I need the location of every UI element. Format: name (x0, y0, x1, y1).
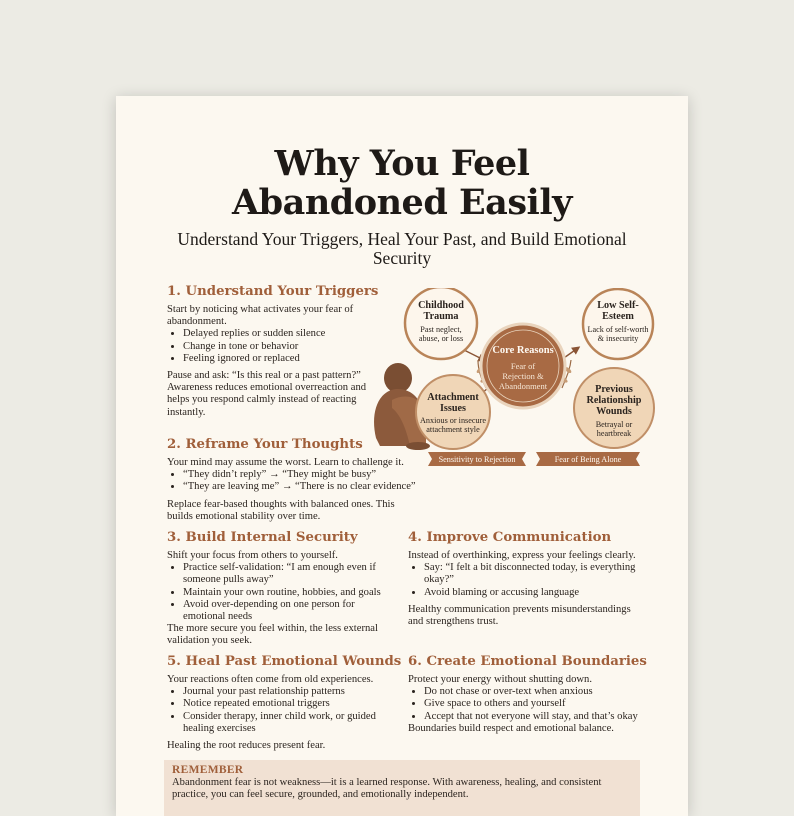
node-desc: Past neglect, (420, 325, 462, 334)
list-item: • Practice self-validation: “I am enough even if someone pulls away” (183, 562, 397, 586)
list-item: • Journal your past relationship patterns (183, 686, 397, 698)
list-item: • Avoid blaming or accusing language (424, 587, 644, 599)
page-title-line-1: Why You Feel (274, 143, 530, 184)
section-intro: Your mind may assume the worst. Learn to challenge it. (167, 457, 404, 468)
remember-text: Abandonment fear is not weakness—it is a learned response. With awareness, healing, and consistent practice, you can feel secure, grounded, and emotionally independent. (172, 777, 602, 801)
list-item: • Avoid over-depending on one person for emotional needs (183, 599, 397, 623)
childhood-trauma-circle (405, 288, 477, 359)
section-heading: 1. Understand Your Triggers (167, 284, 379, 299)
section-heading: 4. Improve Communication (408, 530, 612, 545)
list-item: • Change in tone or behavior (183, 341, 367, 353)
section-heal-wounds (167, 654, 402, 752)
node-title: Esteem (602, 311, 634, 322)
section-outro-2: Awareness reduces emotional overreaction and helps you respond calmly instead of reacting instantly. (167, 382, 367, 418)
list-item: • “They are leaving me” → “There is no clear evidence” (183, 481, 417, 493)
bullet-list (167, 328, 367, 365)
section-intro: Shift your focus from others to yourself. (167, 550, 338, 561)
section-heading: 5. Heal Past Emotional Wounds (167, 654, 402, 669)
node-title: Trauma (423, 311, 459, 322)
list-item: • Notice repeated emotional triggers (183, 698, 397, 710)
node-desc: heartbreak (596, 429, 632, 438)
section-outro: Boundaries build respect and emotional balance. (408, 722, 614, 734)
core-reasons-line: Abandonment (498, 381, 548, 391)
list-item: • Accept that not everyone will stay, and that’s okay (424, 711, 638, 723)
section-heading: 3. Build Internal Security (167, 530, 358, 545)
banner-label: Sensitivity to Rejection (438, 455, 516, 464)
node-desc: attachment style (426, 425, 480, 434)
section-boundaries (408, 654, 647, 735)
node-desc: Anxious or insecure (420, 416, 486, 425)
node-title: Low Self- (597, 300, 639, 311)
list-item: • Consider therapy, inner child work, or guided healing exercises (183, 711, 397, 735)
list-item: • Give space to others and yourself (424, 698, 638, 710)
section-heading: 2. Reframe Your Thoughts (167, 437, 363, 452)
sensitivity-banner (428, 452, 526, 466)
core-reasons-line: Fear of (510, 361, 536, 371)
section-outro: Healing the root reduces present fear. (167, 740, 326, 752)
node-desc: abuse, or loss (418, 334, 464, 343)
core-reasons-diagram (366, 288, 666, 478)
section-outro: Replace fear-based thoughts with balanced ones. This builds emotional stability over time. (167, 498, 395, 522)
section-internal-security (167, 530, 397, 648)
list-item: • Maintain your own routine, hobbies, and goals (183, 587, 397, 599)
node-desc: & insecurity (597, 334, 639, 343)
fear-alone-banner (536, 452, 640, 466)
remember-label: REMEMBER (172, 764, 244, 776)
page-title-line-2: Abandoned Easily (232, 182, 572, 223)
node-desc: Betrayal or (595, 420, 633, 429)
node-title: Previous (595, 384, 633, 395)
section-outro: Pause and ask: “Is this real or a past pattern?” (167, 370, 361, 382)
list-item: • Say: “I felt a bit disconnected today, is everything okay?” (424, 562, 644, 586)
section-intro: Your reactions often come from old experiences. (167, 674, 374, 685)
section-intro: Protect your energy without shutting down. (408, 674, 592, 685)
section-intro: Start by noticing what activates your fear of abandonment. (167, 304, 354, 328)
core-reasons-title: Core Reasons (492, 345, 554, 356)
node-title: Attachment (427, 392, 479, 403)
relationship-wounds-circle (574, 368, 654, 448)
node-desc: Lack of self-worth (587, 325, 649, 334)
section-understand-triggers (167, 284, 379, 419)
bullet-list (167, 686, 397, 735)
bullet-list (408, 562, 644, 599)
page-subtitle: Understand Your Triggers, Heal Your Past, and Build Emotional Security (177, 229, 627, 268)
attachment-issues-circle (416, 375, 490, 449)
low-self-esteem-circle (583, 289, 653, 359)
section-outro: Healthy communication prevents misunderstandings and strengthens trust. (408, 603, 631, 628)
worksheet-page (116, 96, 688, 816)
bullet-list (167, 562, 397, 623)
section-intro: Instead of overthinking, express your feelings clearly. (408, 550, 636, 561)
core-reasons-line: Rejection & (502, 371, 544, 381)
bullet-list (408, 686, 638, 723)
list-item: • Delayed replies or sudden silence (183, 328, 367, 340)
section-heading: 6. Create Emotional Boundaries (408, 654, 647, 669)
section-communication (408, 530, 644, 628)
list-item: • “They didn’t reply” → “They might be busy” (183, 469, 417, 481)
node-title: Relationship (586, 395, 642, 406)
list-item: • Feeling ignored or replaced (183, 353, 367, 365)
node-title: Childhood (418, 300, 464, 311)
banner-label: Fear of Being Alone (554, 455, 622, 464)
list-item: • Do not chase or over-text when anxious (424, 686, 638, 698)
node-title: Wounds (596, 406, 632, 417)
section-outro: The more secure you feel within, the less external validation you seek. (167, 623, 378, 647)
remember-callout (164, 760, 640, 816)
core-reasons-circle (481, 324, 565, 408)
node-title: Issues (439, 403, 467, 414)
